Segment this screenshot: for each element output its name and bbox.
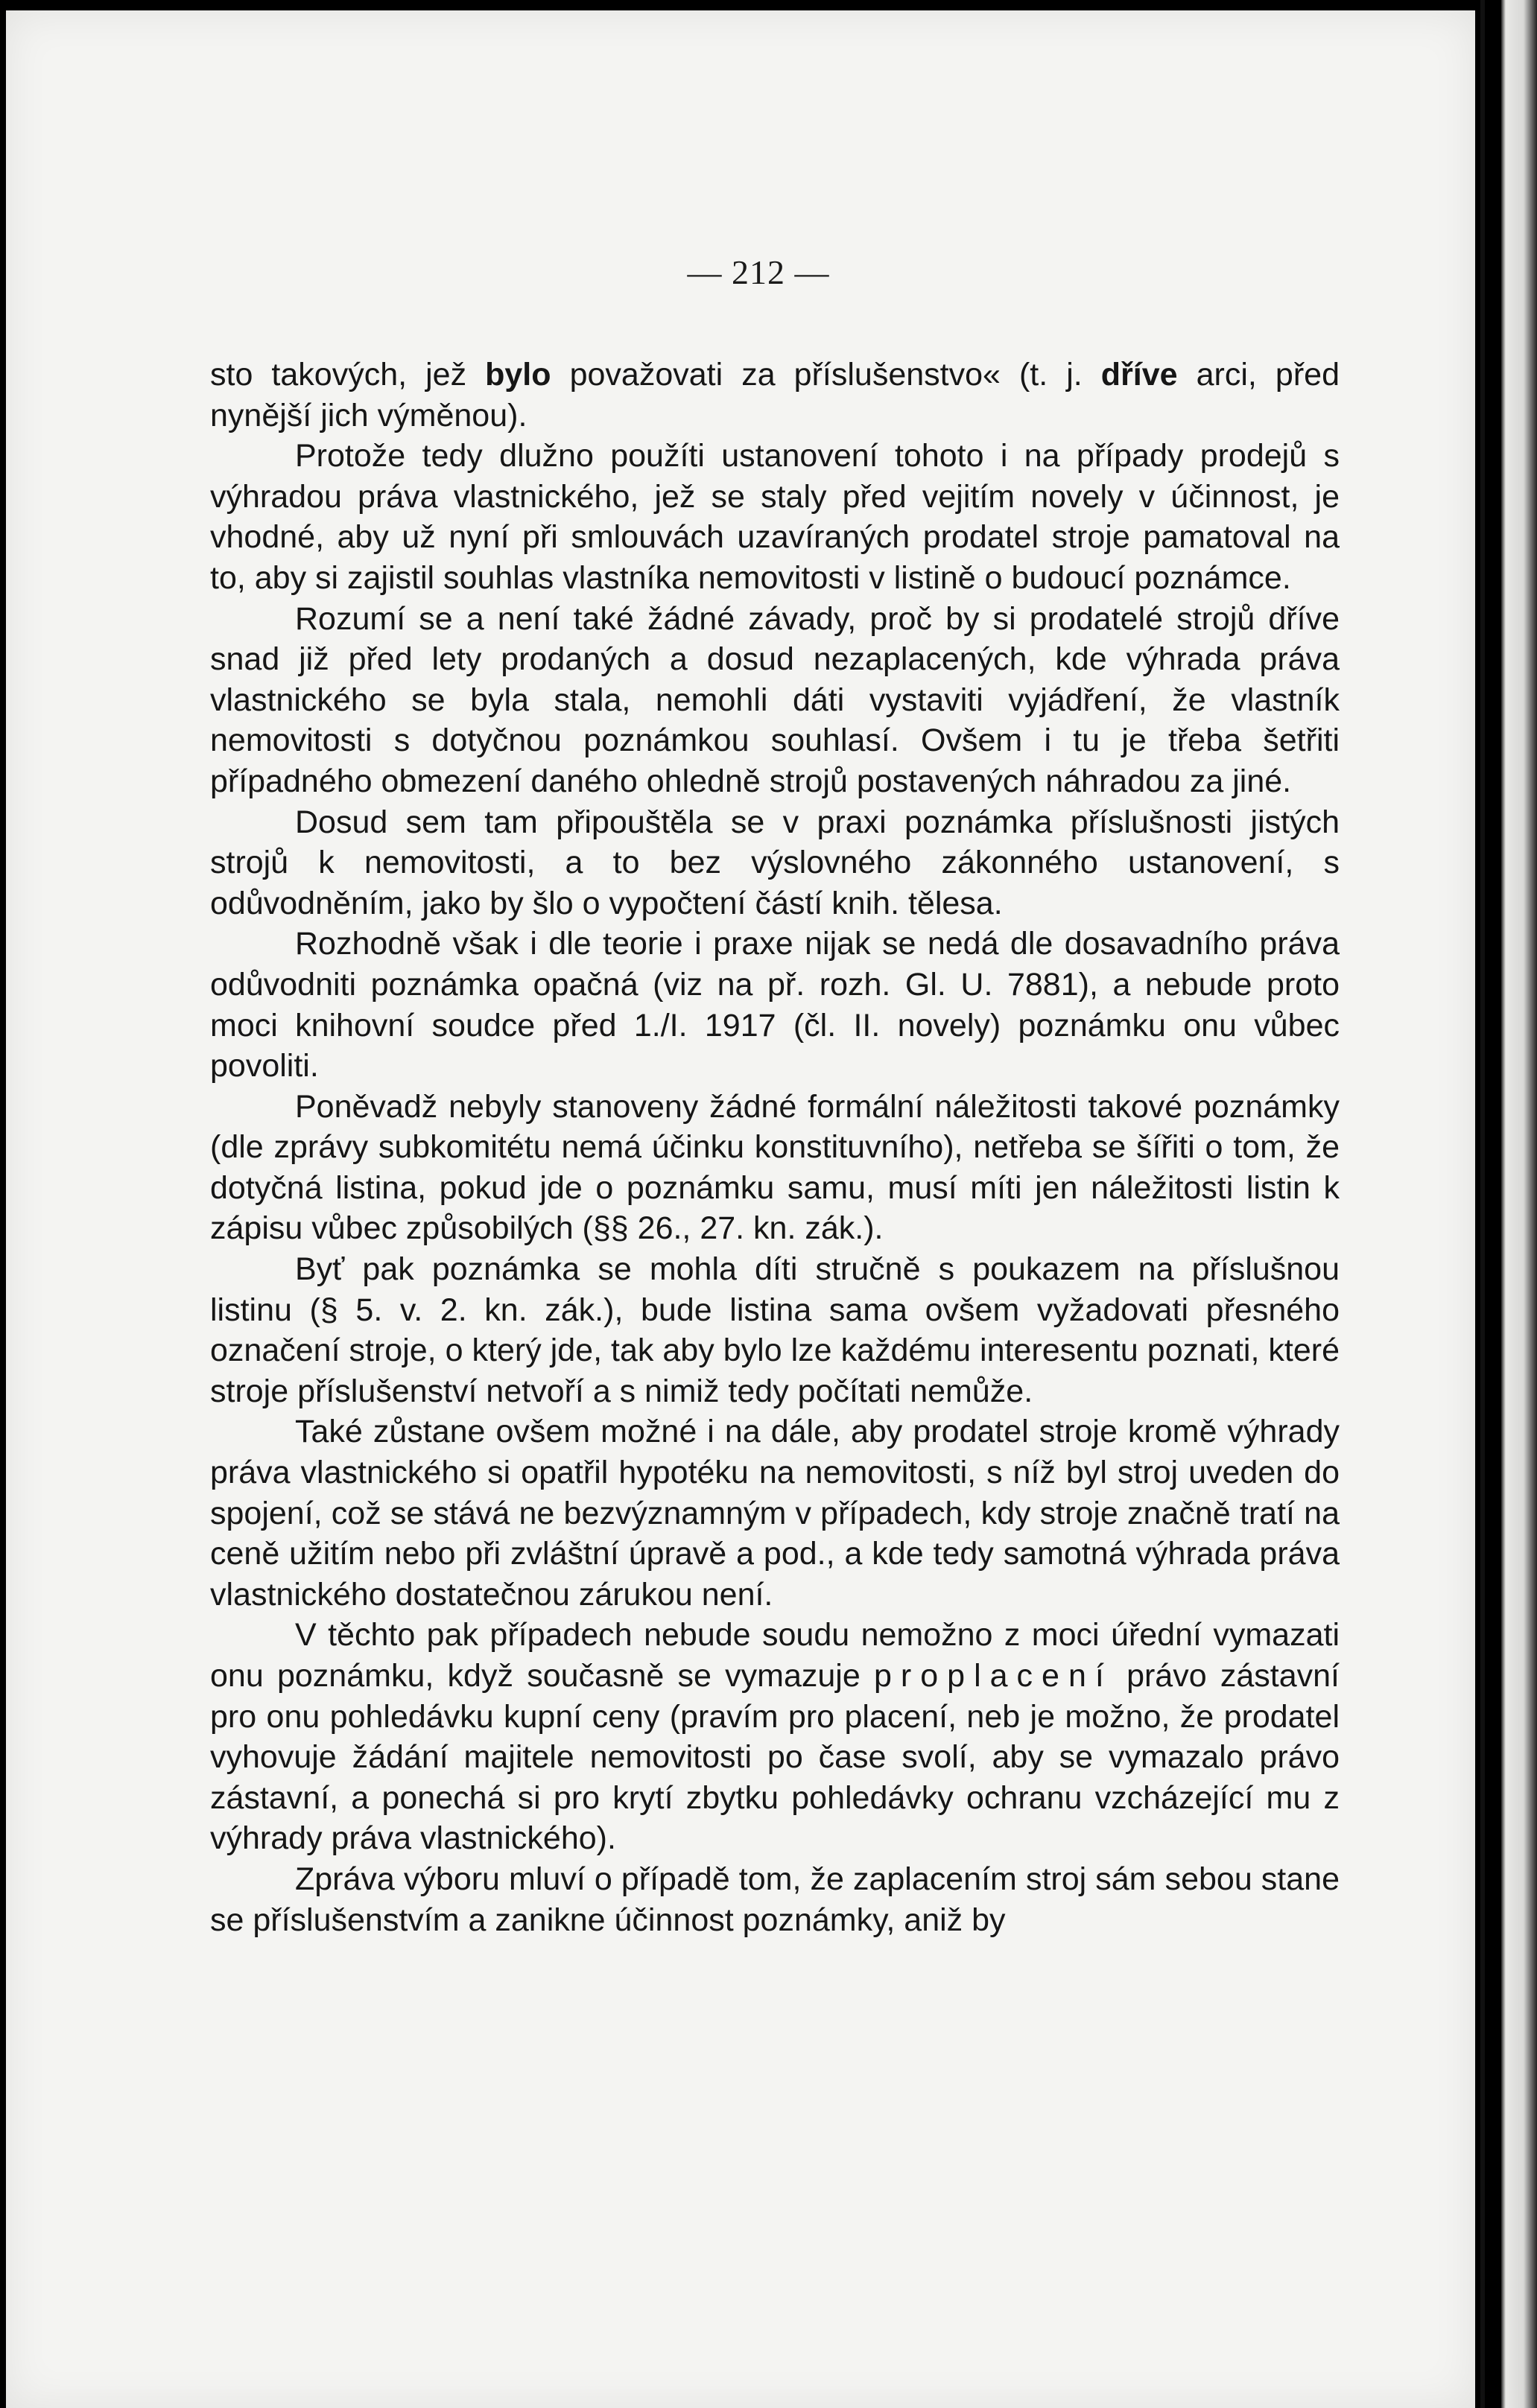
text-run: považovati za příslušenstvo« (t. j. bbox=[551, 357, 1101, 393]
text-run: Také zůstane ovšem možné i na dále, aby prodatel stroje kromě výhrady práva vlastnického si opatřil hypotéku na nemovitosti, s níž byl stroj uveden do spojení, což se stává ne bezvýznamným v případech, kdy stroje značně tratí na ceně užitím nebo při zvláštní úpravě a pod., a kde tedy samotná výhrada práva vlastnického dostatečnou zárukou není. bbox=[210, 1414, 1340, 1613]
text-run: Rozumí se a není také žádné závady, proč by si prodatelé strojů dříve snad již před lety prodaných a dosud nezaplacených, kde výhrada práva vlastnického se byla stala, nemohli dáti vystaviti vyjádření, že vlastník nemovitosti s dotyčnou poznámkou souhlasí. Ovšem i tu je třeba šetřiti případného obmezení daného ohledně strojů postavených náhradou za jiné. bbox=[210, 600, 1340, 799]
page-edge bbox=[1501, 0, 1537, 2408]
paragraph bbox=[210, 355, 1340, 436]
paragraph bbox=[210, 1615, 1340, 1859]
page-number: — 212 — bbox=[687, 253, 830, 291]
paragraph bbox=[210, 436, 1340, 598]
paragraph bbox=[210, 1859, 1340, 1940]
text-run: právo zástavní pro onu pohledávku kupní ceny (pravím pro placení, neb je možno, že prodatel vyhovuje žádání majitele nemovitosti po čase svolí, aby se vymazalo právo zástavní, a ponechá si pro krytí zbytku pohledávky ochranu vzcházející mu z výhrady práva vlastnického). bbox=[210, 1658, 1340, 1857]
paragraph bbox=[210, 924, 1340, 1086]
paragraph bbox=[210, 802, 1340, 924]
paper-sheet bbox=[6, 10, 1475, 2408]
text-run: Byť pak poznámka se mohla díti stručně s poukazem na příslušnou listinu (§ 5. v. 2. kn. zák.), bude listina sama ovšem vyžadovati přesného označení stroje, o který jde, tak aby bylo lze každému interesentu poznati, které stroje příslušenství netvoří a s nimiž tedy počítati nemůže. bbox=[210, 1251, 1340, 1409]
bold-term: dříve bbox=[1100, 357, 1178, 393]
text-run: sto takových, jež bbox=[210, 357, 486, 393]
body-text bbox=[210, 355, 1340, 1940]
paragraph bbox=[210, 1087, 1340, 1249]
text-run: Dosud sem tam připouštěla se v praxi poznámka příslušnosti jistých strojů k nemovitosti, a to bez výslovného zákonného ustanovení, s odůvodněním, jako by šlo o vypočtení částí knih. tělesa. bbox=[210, 804, 1340, 921]
text-run: Zpráva výboru mluví o případě tom, že zaplacením stroj sám sebou stane se příslušenstvím a zanikne účinnost poznámky, aniž by bbox=[210, 1861, 1340, 1938]
bold-term: bylo bbox=[485, 357, 551, 393]
spaced-term: proplacení bbox=[874, 1658, 1113, 1694]
text-run: arci, před nynější jich výměnou). bbox=[210, 357, 1340, 433]
text-run: V těchto pak případech nebude soudu nemožno z moci úřední vymazati onu poznámku, když současně se vymazuje bbox=[210, 1617, 1340, 1694]
binding-shadow-line bbox=[1480, 0, 1485, 2408]
paragraph bbox=[210, 599, 1340, 802]
text-run: Rozhodně však i dle teorie i praxe nijak se nedá dle dosavadního práva odůvodniti poznámka opačná (viz na př. rozh. Gl. U. 7881), a nebude proto moci knihovní soudce před 1./I. 1917 (čl. II. novely) poznámku onu vůbec povoliti. bbox=[210, 926, 1340, 1084]
paragraph bbox=[210, 1411, 1340, 1615]
paragraph bbox=[210, 1249, 1340, 1411]
text-run: Protože tedy dlužno použíti ustanovení tohoto i na případy prodejů s výhradou práva vlastnického, jež se staly před vejitím novely v účinnost, je vhodné, aby už nyní při smlouvách uzavíraných prodatel stroje pamatoval na to, aby si zajistil souhlas vlastníka nemovitosti v listině o budoucí poznámce. bbox=[210, 438, 1340, 596]
text-run: Poněvadž nebyly stanoveny žádné formální náležitosti takové poznámky (dle zprávy subkomitétu nemá účinku konstituvního), netřeba se šířiti o tom, že dotyčná listina, pokud jde o poznámku samu, musí míti jen náležitosti listin k zápisu vůbec způsobilých (§§ 26., 27. kn. zák.). bbox=[210, 1088, 1340, 1247]
